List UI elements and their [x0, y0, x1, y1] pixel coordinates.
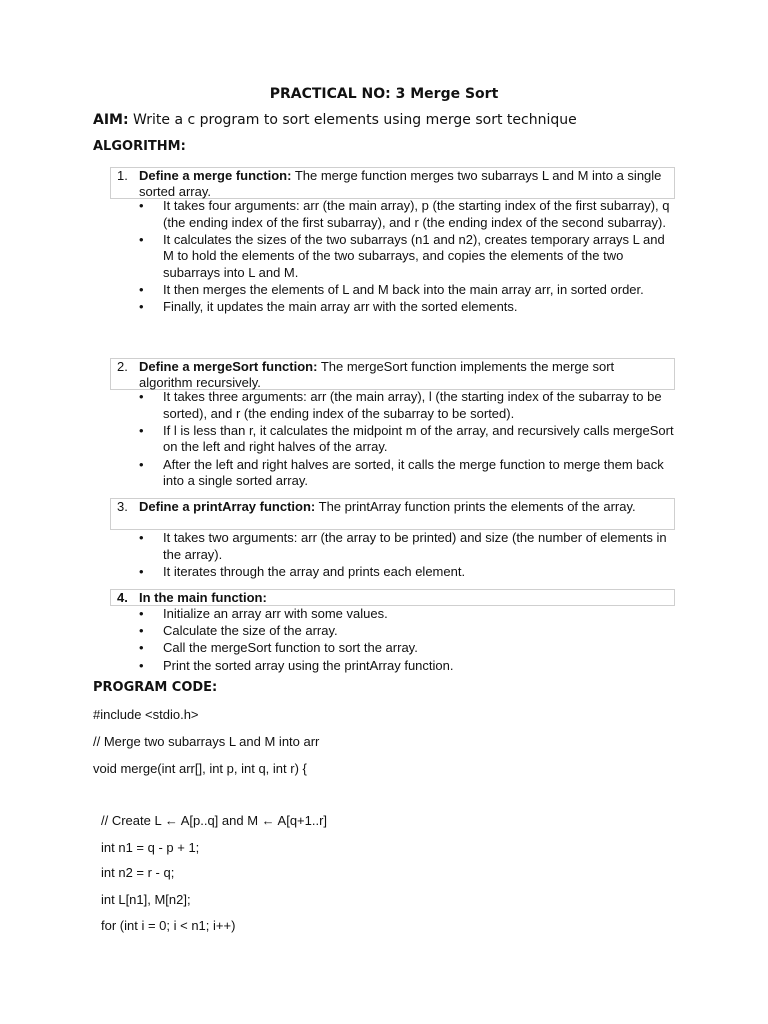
list-item: • Print the sorted array using the printArray function.	[137, 658, 677, 675]
step-description	[139, 499, 668, 515]
step-2	[110, 358, 675, 390]
code-line: for (int i = 0; i < n1; i++)	[101, 918, 236, 933]
list-item: • Call the mergeSort function to sort the array.	[137, 640, 677, 657]
code-line: int L[n1], M[n2];	[101, 892, 191, 907]
list-item: • After the left and right halves are sorted, it calls the merge function to merge them back into a single sorted array.	[137, 457, 677, 490]
step-number: 3.	[117, 499, 128, 514]
step-1	[110, 167, 675, 199]
step-description	[139, 590, 668, 606]
step-4	[110, 589, 675, 606]
list-item: • It then merges the elements of L and M back into the main array arr, in sorted order.	[137, 282, 677, 299]
code-line: int n2 = r - q;	[101, 865, 175, 880]
list-item: • If l is less than r, it calculates the midpoint m of the array, and recursively calls mergeSort on the left and right halves of the array.	[137, 423, 677, 456]
step-1-bullets	[137, 198, 677, 317]
step-text: The mergeSort function implements the merge sort algorithm recursively.	[139, 359, 615, 390]
step-text: The printArray function prints the elements of the array.	[318, 499, 636, 514]
page-title: PRACTICAL NO: 3 Merge Sort	[269, 86, 499, 102]
step-4-bullets	[137, 606, 677, 675]
list-item: • It takes four arguments: arr (the main array), p (the starting index of the first subarray), q (the ending index of the first subarray), and r (the ending index of the second subarray).	[137, 198, 677, 231]
code-line: #include <stdio.h>	[93, 707, 199, 722]
list-item: • It takes two arguments: arr (the array to be printed) and size (the number of elements in the array).	[137, 530, 677, 563]
step-title: Define a merge function:	[139, 168, 292, 183]
code-line: // Merge two subarrays L and M into arr	[93, 734, 320, 749]
list-item: • Finally, it updates the main array arr with the sorted elements.	[137, 299, 677, 316]
step-2-bullets	[137, 389, 677, 490]
step-title: In the main function:	[139, 590, 267, 605]
code-line: int n1 = q - p + 1;	[101, 840, 200, 855]
step-3	[110, 498, 675, 530]
step-number: 4.	[117, 590, 128, 605]
step-text: The merge function merges two subarrays L and M into a single sorted array.	[139, 168, 662, 199]
step-description	[139, 168, 668, 200]
list-item: • It iterates through the array and prints each element.	[137, 564, 677, 581]
step-title: Define a mergeSort function:	[139, 359, 318, 374]
list-item: • It calculates the sizes of the two subarrays (n1 and n2), creates temporary arrays L and M to hold the elements of the two subarrays, and copies the elements of the two subarrays into L and M.	[137, 232, 677, 282]
step-number: 2.	[117, 359, 128, 374]
program-code-heading: PROGRAM CODE:	[93, 680, 218, 695]
step-title: Define a printArray function:	[139, 499, 316, 514]
list-item: • Initialize an array arr with some values.	[137, 606, 677, 623]
step-number: 1.	[117, 168, 128, 183]
aim-line	[93, 112, 577, 128]
code-line: // Create L ← A[p..q] and M ← A[q+1..r]	[101, 813, 328, 828]
algorithm-heading: ALGORITHM:	[93, 139, 186, 154]
code-line: void merge(int arr[], int p, int q, int r) {	[93, 761, 307, 776]
aim-text: Write a c program to sort elements using merge sort technique	[133, 112, 577, 128]
list-item: • It takes three arguments: arr (the main array), l (the starting index of the subarray to be sorted), and r (the ending index of the subarray to be sorted).	[137, 389, 677, 422]
aim-label: AIM:	[93, 112, 129, 128]
step-3-bullets	[137, 530, 677, 581]
step-description	[139, 359, 668, 391]
list-item: • Calculate the size of the array.	[137, 623, 677, 640]
